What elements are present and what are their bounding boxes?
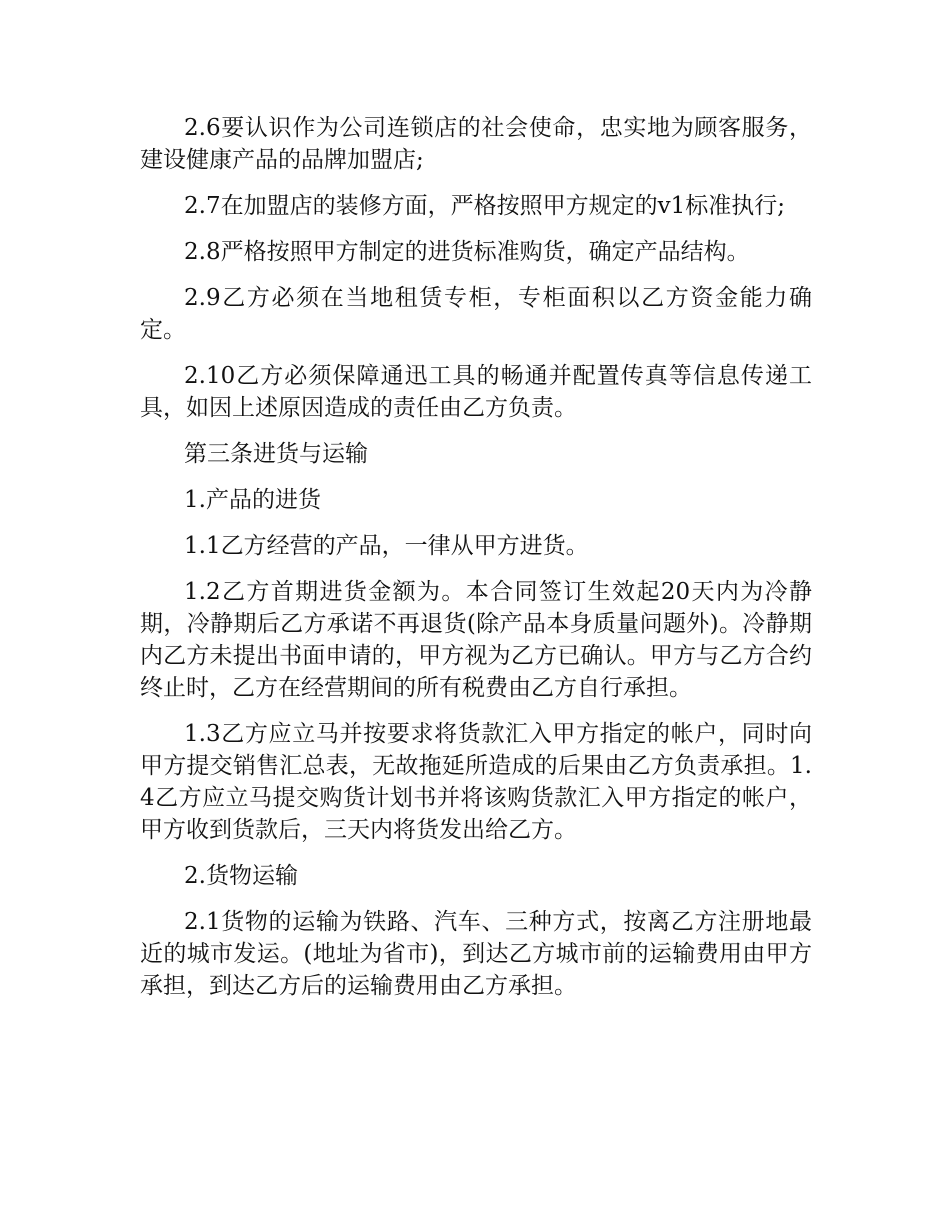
section-heading-article-3: 第三条进货与运输	[184, 441, 368, 467]
clause-2-1: 2.1货物的运输为铁路、汽车、三种方式，按离乙方注册地最近的城市发运。(地址为省市)，到达乙方城市前的运输费用由甲方承担，到达乙方后的运输费用由乙方承担。	[140, 909, 812, 999]
document-page	[140, 112, 812, 1016]
clause-2-10: 2.10乙方必须保障通迅工具的畅通并配置传真等信息传递工具，如因上述原因造成的责任由乙方负责。	[140, 363, 812, 421]
clause-1-2: 1.2乙方首期进货金额为。本合同签订生效起20天内为冷静期，冷静期后乙方承诺不再退货(除产品本身质量问题外)。冷静期内乙方未提出书面申请的，甲方视为乙方已确认。甲方与乙方合约终止时，乙方在经营期间的所有税费由乙方自行承担。	[140, 579, 812, 701]
clause-2-7: 2.7在加盟店的装修方面，严格按照甲方规定的v1标准执行;	[184, 193, 785, 219]
subsection-heading-transport: 2.货物运输	[184, 863, 298, 889]
clause-1-1: 1.1乙方经营的产品，一律从甲方进货。	[184, 533, 589, 559]
subsection-heading-product-purchase: 1.产品的进货	[184, 487, 321, 513]
clause-2-9: 2.9乙方必须在当地租赁专柜，专柜面积以乙方资金能力确定。	[140, 285, 812, 343]
clause-2-6: 2.6要认识作为公司连锁店的社会使命，忠实地为顾客服务，建设健康产品的品牌加盟店;	[140, 115, 812, 173]
clause-2-8: 2.8严格按照甲方制定的进货标准购货，确定产品结构。	[184, 239, 750, 265]
clause-1-3: 1.3乙方应立马并按要求将货款汇入甲方指定的帐户，同时向甲方提交销售汇总表，无故拖延所造成的后果由乙方负责承担。1.4乙方应立马提交购货计划书并将该购货款汇入甲方指定的帐户，甲方收到货款后，三天内将货发出给乙方。	[140, 721, 812, 843]
